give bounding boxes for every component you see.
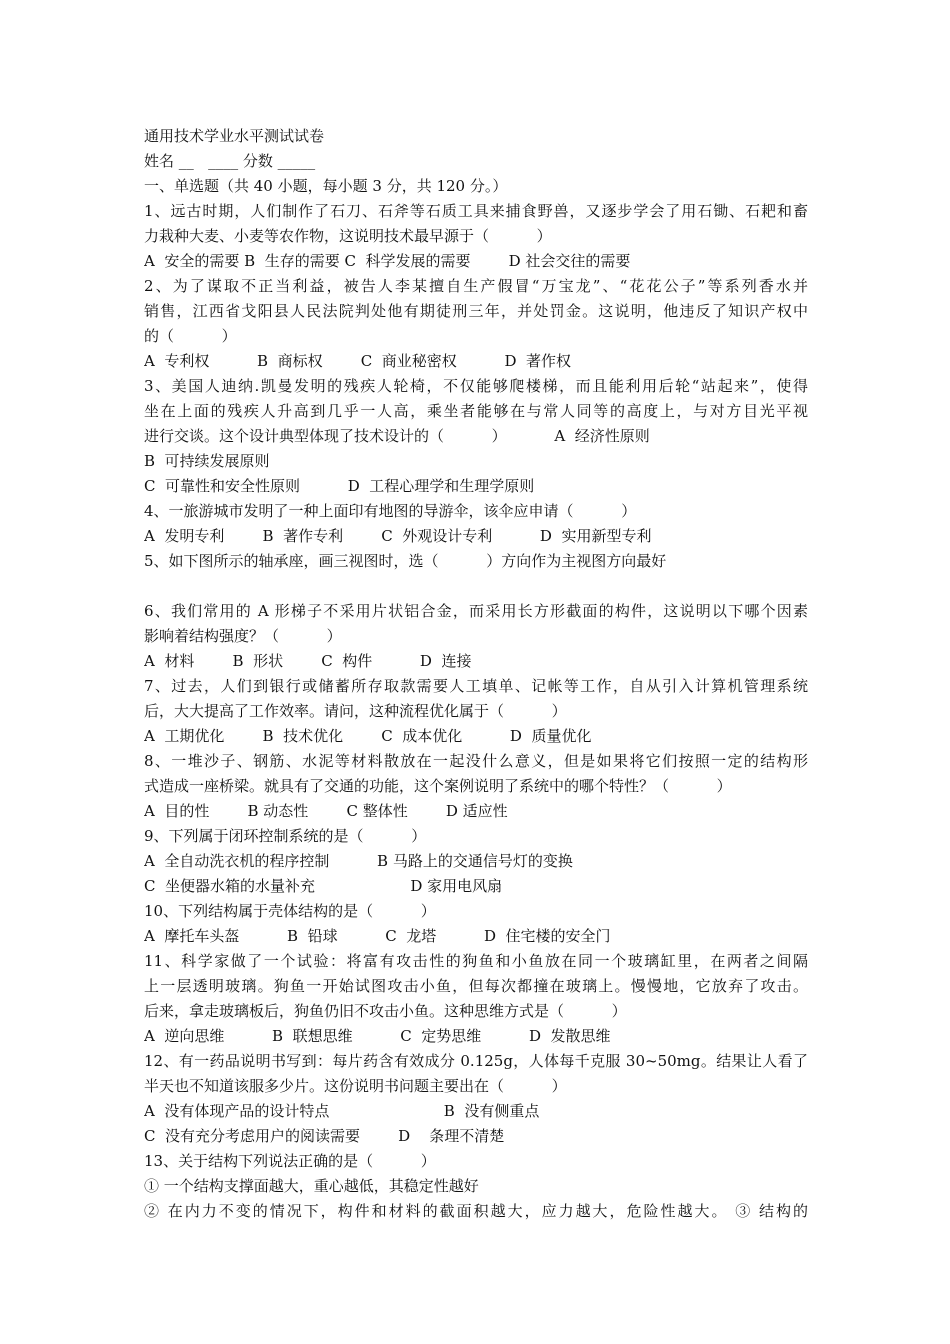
question-6-stem-line-2: 影响着结构强度？（ ） [144,627,342,645]
question-13-stem: 13、关于结构下列说法正确的是（ ） [144,1152,436,1170]
question-13-item-2: ② 在内力不变的情况下，构件和材料的截面积越大，应力越大，危险性越大。 ③ 结构的 [144,1202,808,1220]
question-3-stem-line-3: 进行交谈。这个设计典型体现了技术设计的（ ） A 经济性原则 [144,427,650,445]
question-3-option-b: B 可持续发展原则 [144,452,270,470]
question-7-stem-line-2: 后，大大提高了工作效率。请问，这种流程优化属于（ ） [144,702,567,720]
question-11-stem-line-1: 11、科学家做了一个试验：将富有攻击性的狗鱼和小鱼放在同一个玻璃缸里，在两者之间隔 [144,952,808,970]
question-2-options: A 专利权 B 商标权 C 商业秘密权 D 著作权 [144,352,572,370]
question-8-options: A 目的性 B 动态性 C 整体性 D 适应性 [144,802,508,820]
name-score-line: 姓名 __ ____ 分数 _____ [144,152,316,170]
question-12-stem-line-2: 半天也不知道该服多少片。这份说明书问题主要出在（ ） [144,1077,567,1095]
question-5-stem: 5、如下图所示的轴承座，画三视图时，选（ ）方向作为主视图方向最好 [144,552,667,570]
question-6-stem-line-1: 6、我们常用的 A 形梯子不采用片状铝合金，而采用长方形截面的构件，这说明以下哪个因素 [144,602,808,620]
question-4-options: A 发明专利 B 著作专利 C 外观设计专利 D 实用新型专利 [144,527,652,545]
question-1-options: A 安全的需要 B 生存的需要 C 科学发展的需要 D 社会交往的需要 [144,252,631,270]
question-10-options: A 摩托车头盔 B 铅球 C 龙塔 D 住宅楼的安全门 [144,927,611,945]
question-2-stem-line-3: 的（ ） [144,327,237,345]
question-12-stem-line-1: 12、有一药品说明书写到：每片药含有效成分 0.125g，人体每千克服 30~50mg。结果让人看了 [144,1052,808,1070]
question-3-stem-line-2: 坐在上面的残疾人升高到几乎一人高，乘坐者能够在与常人同等的高度上，与对方目光平视 [144,402,808,420]
question-9-stem: 9、下列属于闭环控制系统的是（ ） [144,827,427,845]
exam-paper [144,124,808,1224]
question-7-options: A 工期优化 B 技术优化 C 成本优化 D 质量优化 [144,727,592,745]
question-13-item-1: ① 一个结构支撑面越大，重心越低，其稳定性越好 [144,1177,479,1195]
question-11-stem-line-2: 上一层透明玻璃。狗鱼一开始试图攻击小鱼，但每次都撞在玻璃上。慢慢地，它放弃了攻击。 [144,977,808,995]
question-6-options: A 材料 B 形状 C 构件 D 连接 [144,652,472,670]
question-1-stem-line-2: 力栽种大麦、小麦等农作物，这说明技术最早源于（ ） [144,227,552,245]
section-heading: 一、单选题（共 40 小题，每小题 3 分，共 120 分。） [144,177,508,195]
question-11-options: A 逆向思维 B 联想思维 C 定势思维 D 发散思维 [144,1027,611,1045]
exam-title: 通用技术学业水平测试试卷 [144,127,325,145]
question-9-options-line-2: C 坐便器水箱的水量补充 D 家用电风扇 [144,877,503,895]
question-2-stem-line-2: 销售，江西省戈阳县人民法院判处他有期徒刑三年，并处罚金。这说明，他违反了知识产权中 [144,302,808,320]
question-8-stem-line-1: 8、一堆沙子、钢筋、水泥等材料散放在一起没什么意义，但是如果将它们按照一定的结构形 [144,752,808,770]
question-10-stem: 10、下列结构属于壳体结构的是（ ） [144,902,436,920]
question-2-stem-line-1: 2、为了谋取不正当利益，被告人李某擅自生产假冒“万宝龙”、“花花公子”等系列香水并 [144,277,808,295]
question-3-options-cd: C 可靠性和安全性原则 D 工程心理学和生理学原则 [144,477,535,495]
question-4-stem: 4、一旅游城市发明了一种上面印有地图的导游伞，该伞应申请（ ） [144,502,637,520]
question-8-stem-line-2: 式造成一座桥梁。就具有了交通的功能，这个案例说明了系统中的哪个特性？（ ） [144,777,732,795]
question-12-options-line-1: A 没有体现产品的设计特点 B 没有侧重点 [144,1102,540,1120]
blank-line [144,574,808,599]
question-1-stem-line-1: 1、远古时期，人们制作了石刀、石斧等石质工具来捕食野兽，又逐步学会了用石锄、石耙和畜 [144,202,808,220]
question-7-stem-line-1: 7、过去，人们到银行或储蓄所存取款需要人工填单、记帐等工作，自从引入计算机管理系统 [144,677,808,695]
question-11-stem-line-3: 后来，拿走玻璃板后，狗鱼仍旧不攻击小鱼。这种思维方式是（ ） [144,1002,627,1020]
question-12-options-line-2: C 没有充分考虑用户的阅读需要 D 条理不清楚 [144,1127,505,1145]
question-9-options-line-1: A 全自动洗衣机的程序控制 B 马路上的交通信号灯的变换 [144,852,573,870]
question-3-stem-line-1: 3、美国人迪纳.凯曼发明的残疾人轮椅，不仅能够爬楼梯，而且能利用后轮“站起来”，使得 [144,377,808,395]
